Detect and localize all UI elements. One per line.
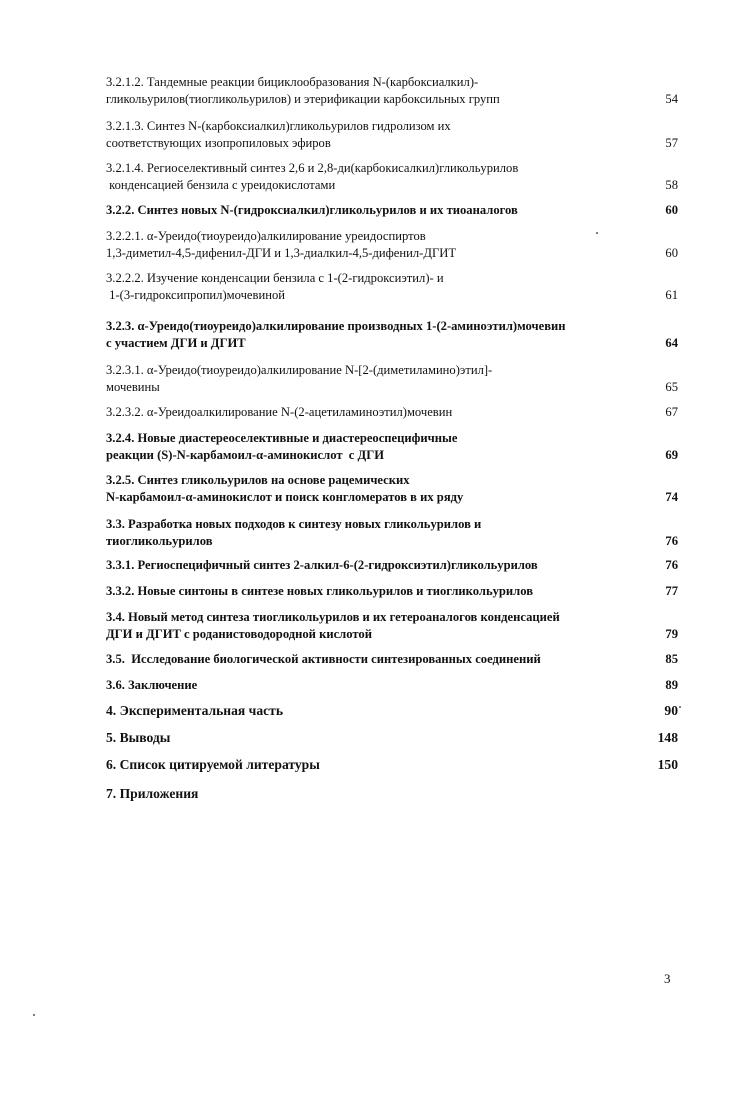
toc-entry-page: 89 — [665, 678, 678, 692]
toc-entry-line: N-карбамоил-α-аминокислот и поиск конгломератов в их ряду — [106, 489, 464, 504]
toc-entry-line: 3.2.1.2. Тандемные реакции бициклообразования N-(карбоксиалкил)- — [106, 75, 479, 89]
toc-entry-title — [106, 318, 626, 351]
toc-entry-page: 57 — [665, 135, 678, 150]
scan-speck — [679, 706, 681, 708]
toc-entry-line: 3.5. Исследование биологической активности синтезированных соединений — [106, 652, 541, 666]
toc-entry — [106, 472, 678, 505]
toc-entry-title — [106, 651, 626, 668]
toc-entry-line: 1-(3-гидроксипропил)мочевиной — [106, 287, 285, 302]
toc-entry — [106, 703, 678, 720]
toc-entry-line: 3.2.3.2. α-Уреидоалкилирование N-(2-ацетиламиноэтил)мочевин — [106, 405, 453, 419]
toc-entry-page: 65 — [665, 379, 678, 394]
toc-entry-page: 74 — [665, 489, 678, 504]
toc-entry-line: 3.2.2. Синтез новых N-(гидроксиалкил)гликольурилов и их тиоаналогов — [106, 203, 518, 217]
toc-entry — [106, 609, 678, 642]
toc-entry-line: 4. Экспериментальная часть — [106, 703, 284, 718]
toc-entry-title — [106, 202, 626, 219]
toc-entry — [106, 430, 678, 463]
toc-entry-page: 69 — [665, 447, 678, 462]
toc-entry-title — [106, 430, 626, 463]
toc-entry — [106, 202, 678, 219]
toc-entry — [106, 404, 678, 421]
toc-entry-line: 1,3-диметил-4,5-дифенил-ДГИ и 1,3-диалкил-4,5-дифенил-ДГИТ — [106, 245, 457, 260]
toc-entry — [106, 730, 678, 747]
toc-entry-title — [106, 472, 626, 505]
toc-entry — [106, 118, 678, 151]
toc-entry — [106, 516, 678, 549]
toc-entry-page: 54 — [665, 91, 678, 106]
toc-entry-line: с участием ДГИ и ДГИТ — [106, 335, 246, 350]
toc-entry — [106, 160, 678, 193]
toc-entry-page: 148 — [657, 730, 678, 745]
toc-entry-title — [106, 74, 626, 107]
scan-speck — [33, 1014, 35, 1016]
toc-entry-title — [106, 730, 626, 747]
toc-entry-line: мочевины — [106, 379, 160, 394]
toc-entry-title — [106, 786, 626, 803]
toc-entry-title — [106, 757, 626, 774]
toc-entry-title — [106, 609, 626, 642]
toc-entry — [106, 557, 678, 574]
toc-entry-title — [106, 160, 626, 193]
toc-entry — [106, 362, 678, 395]
toc-entry-line: конденсацией бензила с уреидокислотами — [106, 177, 336, 192]
toc-entry-title — [106, 404, 626, 421]
toc-entry-title — [106, 583, 626, 600]
toc-entry — [106, 318, 678, 351]
toc-entry-title — [106, 270, 626, 303]
toc-entry — [106, 651, 678, 668]
toc-entry-line: 3.2.2.1. α-Уреидо(тиоуреидо)алкилирование уреидоспиртов — [106, 229, 426, 243]
toc-entry-title — [106, 228, 626, 261]
toc-entry-page: 90 — [664, 703, 678, 718]
toc-entry — [106, 74, 678, 107]
toc-entry-page: 67 — [665, 405, 678, 419]
toc-entry-line: 3.2.1.4. Региоселективный синтез 2,6 и 2,8-ди(карбокисалкил)гликольурилов — [106, 161, 519, 175]
toc-entry — [106, 757, 678, 774]
toc-entry-page: 64 — [665, 335, 678, 350]
toc-entry-line: тиогликольурилов — [106, 533, 213, 548]
toc-entry-title — [106, 362, 626, 395]
toc-entry-page: 79 — [665, 626, 678, 641]
toc-entry — [106, 228, 678, 261]
toc-entry-line: ДГИ и ДГИТ с роданистоводородной кислотой — [106, 626, 372, 641]
page-number: 3 — [664, 971, 671, 986]
toc-entry-page: 60 — [665, 245, 678, 260]
toc-entry — [106, 786, 678, 803]
toc-entry-line: 7. Приложения — [106, 786, 199, 801]
toc-entry-line: 3.2.2.2. Изучение конденсации бензила с 1-(2-гидроксиэтил)- и — [106, 271, 444, 285]
toc-entry — [106, 677, 678, 694]
toc-entry-line: 3.2.1.3. Синтез N-(карбоксиалкил)гликольурилов гидролизом их — [106, 119, 451, 133]
toc-entry-page: 76 — [665, 558, 678, 572]
toc-entry-page: 150 — [657, 757, 678, 772]
toc-entry-line: 3.2.4. Новые диастереоселективные и диастереоспецифичные — [106, 431, 458, 445]
toc-entry-title — [106, 516, 626, 549]
toc-entry-line: 3.2.3. α-Уреидо(тиоуреидо)алкилирование производных 1-(2-аминоэтил)мочевин — [106, 319, 566, 333]
toc-entry — [106, 583, 678, 600]
toc-entry-line: 3.2.3.1. α-Уреидо(тиоуреидо)алкилирование N-[2-(диметиламино)этил]- — [106, 363, 493, 377]
toc-entry-title — [106, 677, 626, 694]
toc-entry-line: 3.2.5. Синтез гликольурилов на основе рацемических — [106, 473, 410, 487]
toc-entry-line: 3.6. Заключение — [106, 678, 198, 692]
toc-entry-line: 3.3. Разработка новых подходов к синтезу новых гликольурилов и — [106, 517, 482, 531]
toc-entry-page: 61 — [665, 287, 678, 302]
scan-speck — [596, 232, 598, 234]
toc-entry-line: соответствующих изопропиловых эфиров — [106, 135, 331, 150]
toc-entry-page: 85 — [665, 652, 678, 666]
toc-entry-line: гликольурилов(тиогликольурилов) и этерификации карбоксильных групп — [106, 91, 500, 106]
toc-entry-line: 3.3.2. Новые синтоны в синтезе новых гликольурилов и тиогликольурилов — [106, 584, 534, 598]
toc-entry-line: 3.3.1. Региоспецифичный синтез 2-алкил-6-(2-гидроксиэтил)гликольурилов — [106, 558, 538, 572]
toc-entry-line: 6. Список цитируемой литературы — [106, 757, 320, 772]
toc-entry-page: 60 — [665, 203, 678, 217]
toc-entry-page: 58 — [665, 177, 678, 192]
toc-entry-line: реакции (S)-N-карбамоил-α-аминокислот с ДГИ — [106, 447, 385, 462]
toc-entry-page: 76 — [665, 533, 678, 548]
toc-entry-title — [106, 118, 626, 151]
toc-entry-line: 3.4. Новый метод синтеза тиогликольурилов и их гетероаналогов конденсацией — [106, 610, 560, 624]
toc-entry-title — [106, 557, 626, 574]
toc-entry — [106, 270, 678, 303]
toc-entry-line: 5. Выводы — [106, 730, 171, 745]
toc-entry-page: 77 — [665, 584, 678, 598]
toc-entry-title — [106, 703, 626, 720]
